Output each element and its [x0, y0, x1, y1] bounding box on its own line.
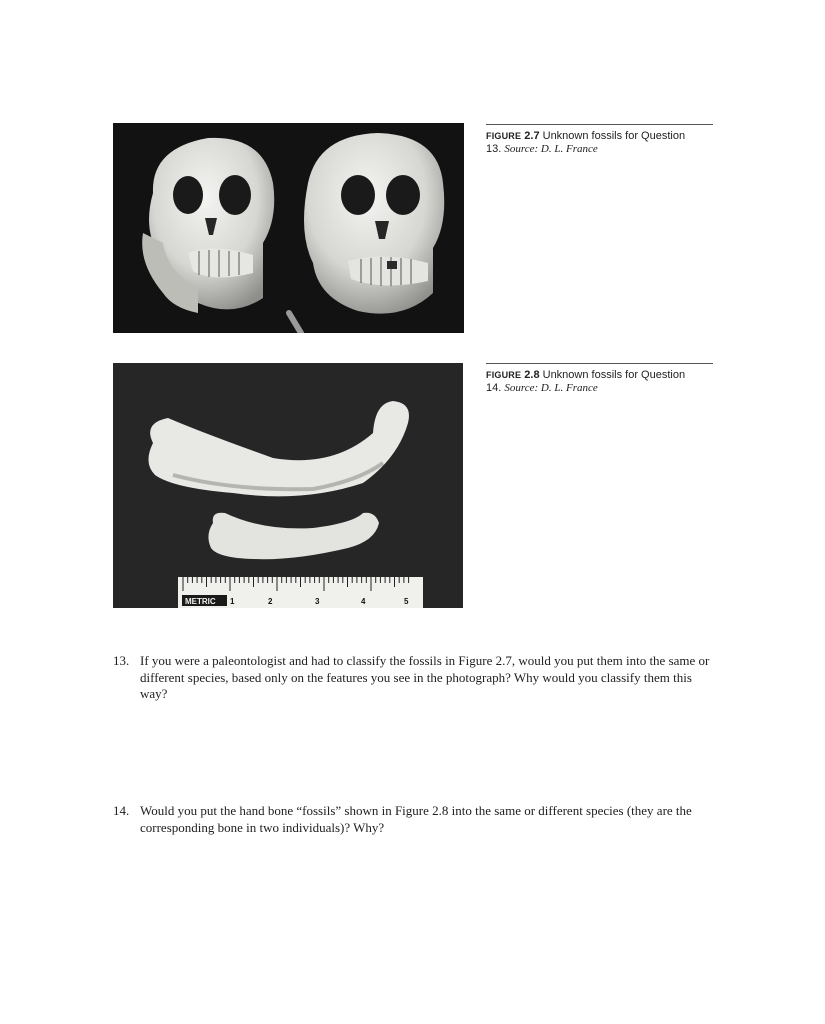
figure-number: 2.7 [524, 130, 540, 142]
question-text: If you were a paleontologist and had to classify the fossils in Figure 2.7, would you put them into the same or different species, based only on the features you see in the photograph? Why would you classify them this way? [140, 653, 710, 701]
figure-source: Source: D. L. France [504, 143, 598, 155]
figure-title-continued: 13. [486, 143, 502, 155]
figure-2-7-photo [113, 123, 464, 333]
ruler-number: 1 [230, 597, 235, 606]
question-text: Would you put the hand bone “fossils” shown in Figure 2.8 into the same or different species (they are the corresponding bone in two individuals)? Why? [140, 803, 692, 835]
ruler-number: 5 [404, 597, 409, 606]
hand-bones-illustration [113, 363, 463, 608]
figure-label: FIGURE [486, 131, 522, 141]
question-number: 13. [113, 653, 130, 668]
skulls-illustration [113, 123, 464, 333]
figure-2-8-photo [113, 363, 463, 608]
question-14 [113, 803, 713, 836]
figure-source: Source: D. L. France [504, 382, 598, 394]
ruler-number: 3 [315, 597, 320, 606]
figure-number: 2.8 [524, 369, 540, 381]
figure-2-7-caption [486, 124, 713, 156]
figure-title: Unknown fossils for Question [542, 369, 686, 381]
figure-label: FIGURE [486, 370, 522, 380]
ruler-number: 2 [268, 597, 273, 606]
figure-title-continued: 14. [486, 382, 502, 394]
left-skull [142, 138, 274, 313]
metric-ruler [178, 577, 423, 608]
ruler-number: 4 [361, 597, 366, 606]
figure-2-8-caption [486, 363, 713, 395]
figure-title: Unknown fossils for Question [542, 130, 686, 142]
right-skull [304, 133, 444, 314]
question-number: 14. [113, 803, 130, 818]
question-13 [113, 653, 713, 703]
ruler-label: METRIC [185, 597, 216, 606]
